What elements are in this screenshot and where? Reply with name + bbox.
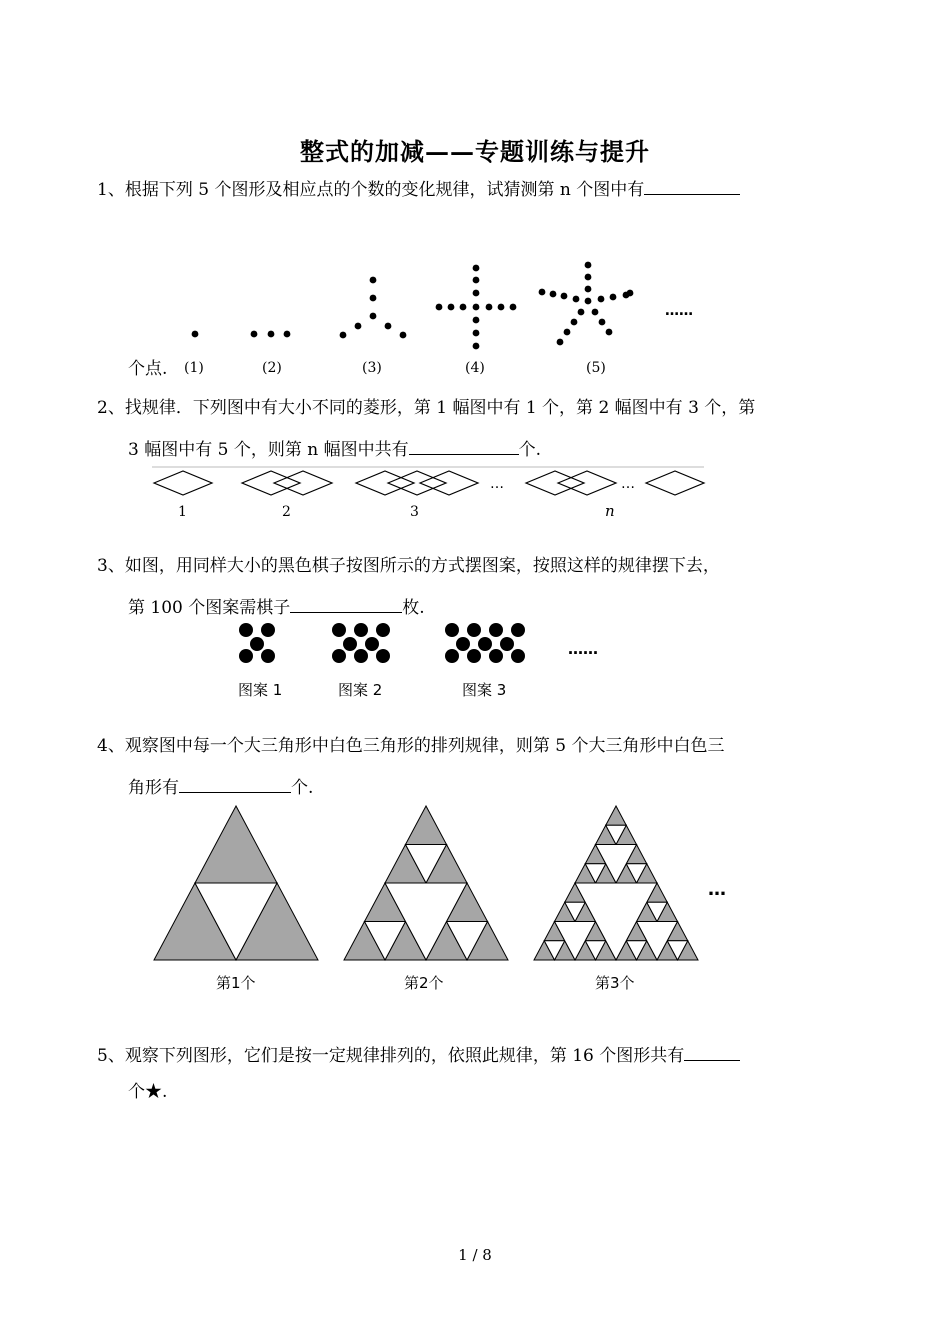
ellipsis-4: … — [708, 879, 726, 900]
question-3-stem: 第 100 个图案需棋子 — [128, 598, 291, 618]
question-5-stem: 5、观察下列图形，它们是按一定规律排列的，依照此规律，第 16 个图形共有 — [97, 1046, 685, 1066]
question-3-line-1: 3、如图，用同样大小的黑色棋子按图所示的方式摆图案，按照这样的规律摆下去， — [97, 556, 720, 576]
sierpinski-triangle-3 — [534, 806, 698, 960]
gray-triangle — [195, 806, 277, 883]
dot-figure-2 — [251, 331, 291, 338]
rhombus — [356, 471, 414, 495]
ellipsis-2b: … — [621, 476, 635, 492]
question-1-stem: 1、根据下列 5 个图形及相应点的个数的变化规律，试猜测第 n 个图中有 — [97, 180, 645, 200]
question-5-line-2: 个★. — [128, 1082, 168, 1102]
figure-label: (2) — [262, 360, 282, 376]
answer-blank-2 — [409, 436, 519, 455]
question-4-line-2 — [128, 774, 313, 799]
figure-label: 第2个 — [404, 974, 444, 992]
question-3-unit: 枚. — [402, 598, 425, 618]
question-2-line-1: 2、找规律．下列图中有大小不同的菱形，第 1 幅图中有 1 个，第 2 幅图中有 3 个，第 — [97, 398, 756, 418]
question-1-text — [97, 176, 740, 201]
question-4-line-1: 4、观察图中每一个大三角形中白色三角形的排列规律，则第 5 个大三角形中白色三 — [97, 736, 725, 756]
figure-label: 第1个 — [216, 974, 256, 992]
dot — [192, 331, 199, 338]
question-5-line-1 — [97, 1042, 740, 1067]
dot-figure-5 — [539, 262, 634, 346]
answer-blank-4 — [179, 774, 291, 793]
ellipsis-1: …… — [665, 303, 693, 319]
rhombus — [388, 471, 446, 495]
question-4-stem: 角形有 — [128, 778, 179, 798]
answer-blank-3 — [290, 594, 402, 613]
figure-label: (4) — [465, 360, 485, 376]
ellipsis-3: …… — [568, 640, 598, 658]
figure-label: 3 — [410, 504, 419, 520]
figure-label: (3) — [362, 360, 382, 376]
dot-figure-4 — [436, 265, 517, 350]
question-3-line-2 — [128, 594, 425, 619]
question-4-triangle-figures — [150, 800, 750, 1000]
rhombus — [526, 471, 584, 495]
figure-label: 2 — [282, 504, 291, 520]
gray-triangle — [606, 806, 627, 825]
sierpinski-triangle-1 — [154, 806, 318, 960]
dot-figure-3 — [340, 277, 407, 339]
figure-label: 1 — [178, 504, 187, 520]
gray-triangle — [406, 806, 447, 845]
question-1-tail: 个点. — [128, 359, 168, 379]
page-title: 整式的加减——专题训练与提升 — [300, 137, 650, 166]
figure-label: 图案 1 — [238, 681, 283, 699]
sierpinski-triangle-2 — [344, 806, 508, 960]
figure-label: 图案 3 — [462, 681, 507, 699]
question-1-dot-figures — [120, 255, 720, 380]
rhombus — [646, 471, 704, 495]
question-2-line-2 — [128, 436, 541, 461]
figure-label: n — [605, 502, 615, 520]
page-number: 1 / 8 — [458, 1246, 492, 1264]
answer-blank-1 — [644, 176, 740, 195]
answer-blank-5 — [684, 1042, 740, 1061]
rhombus — [154, 471, 212, 495]
rhombus — [274, 471, 332, 495]
figure-label: 图案 2 — [338, 681, 383, 699]
question-2-stem: 3 幅图中有 5 个，则第 n 幅图中共有 — [128, 440, 409, 460]
figure-label: (1) — [184, 360, 204, 376]
figure-label: 第3个 — [595, 974, 635, 992]
figure-label: (5) — [586, 360, 606, 376]
ellipsis-2a: … — [490, 476, 504, 492]
rhombus — [558, 471, 616, 495]
question-3-chess-figures — [230, 618, 650, 708]
question-2-rhombus-figures — [148, 464, 708, 524]
question-4-unit: 个. — [291, 778, 314, 798]
rhombus — [242, 471, 300, 495]
question-2-unit: 个. — [518, 440, 542, 460]
rhombus — [420, 471, 478, 495]
